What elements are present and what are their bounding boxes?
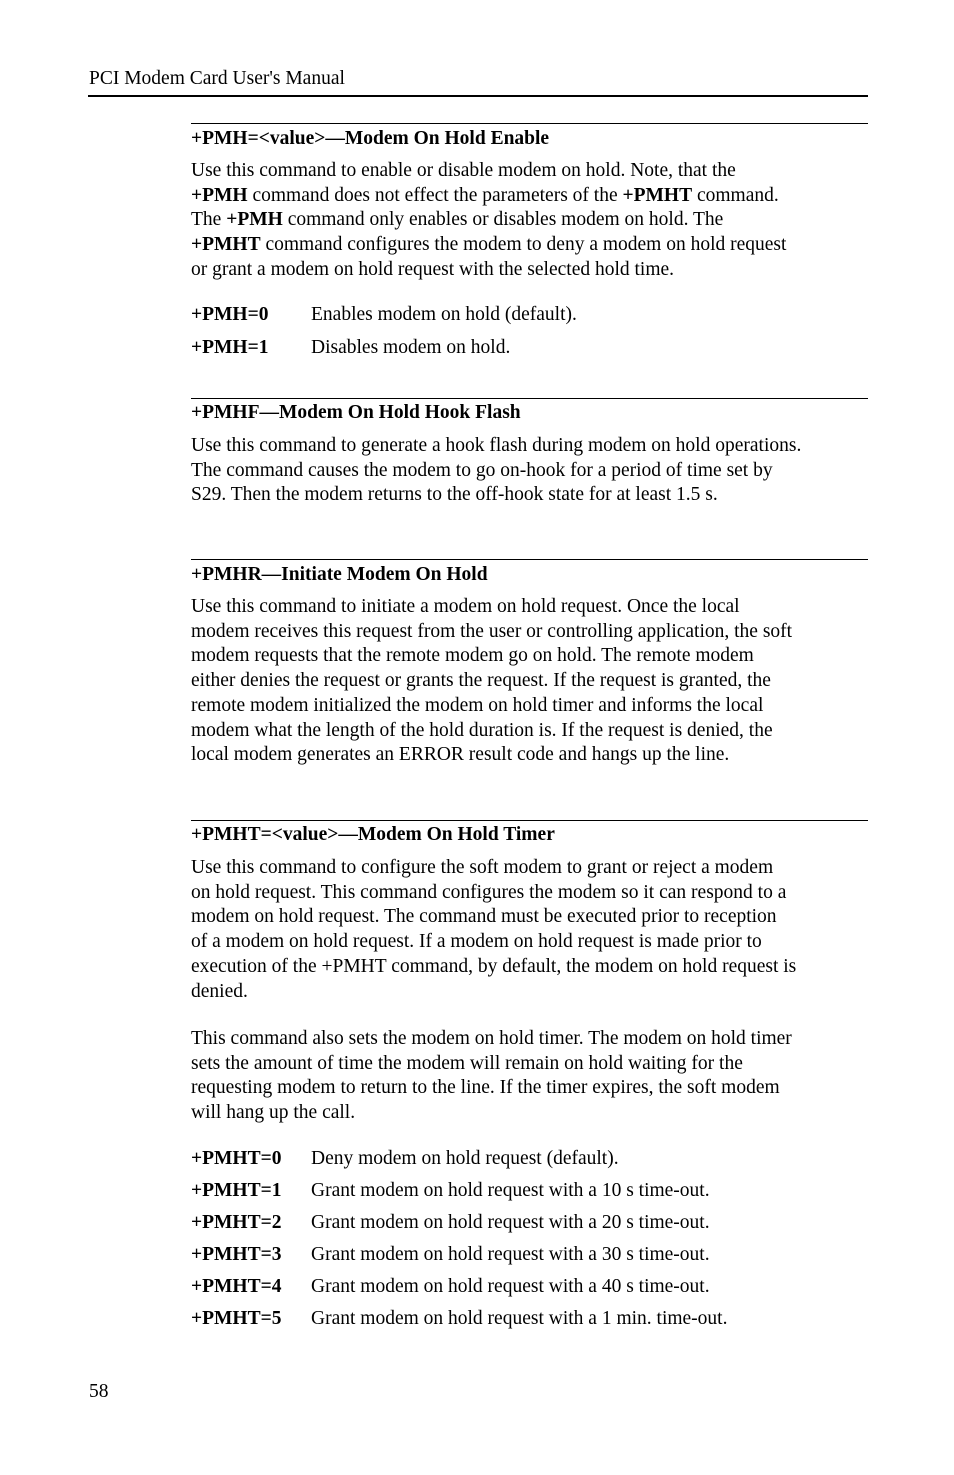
option-key: +PMHT=0: [191, 1148, 282, 1169]
body-line: Use this command to initiate a modem on hold request. Once the local: [191, 596, 740, 617]
body-line: modem receives this request from the user or controlling application, the soft: [191, 620, 793, 642]
section-title-pmht: +PMHT=<value>—Modem On Hold Timer: [191, 824, 555, 845]
body-line: requesting modem to return to the line. If the timer expires, the soft modem: [191, 1077, 780, 1099]
body-line: Use this command to generate a hook flash during modem on hold operations.: [191, 435, 802, 456]
body-line: on hold request. This command configures the modem so it can respond to a: [191, 881, 787, 903]
body-line: remote modem initialized the modem on hold timer and informs the local: [191, 694, 764, 716]
body-line: modem what the length of the hold duration is. If the request is denied, the: [191, 719, 773, 741]
page-number: 58: [89, 1381, 109, 1402]
section-body-pmhf: [191, 434, 873, 508]
section-rule: [191, 820, 868, 821]
option-key: +PMHT=1: [191, 1180, 282, 1201]
section-body-pmhr: [191, 595, 873, 768]
section-title-pmhf: +PMHF—Modem On Hold Hook Flash: [191, 402, 521, 423]
section-title-pmhr: +PMHR—Initiate Modem On Hold: [191, 564, 488, 585]
body-line: or grant a modem on hold request with the selected hold time.: [191, 258, 675, 280]
body-line: This command also sets the modem on hold timer. The modem on hold timer: [191, 1028, 792, 1049]
option-key: +PMHT=2: [191, 1212, 282, 1233]
body-line: either denies the request or grants the request. If the request is granted, the: [191, 670, 771, 692]
body-line: sets the amount of time the modem will remain on hold waiting for the: [191, 1052, 743, 1074]
body-line: execution of the +PMHT command, by default, the modem on hold request is: [191, 955, 797, 977]
option-key: +PMHT=4: [191, 1276, 282, 1297]
section-rule: [191, 123, 868, 124]
header-rule: [88, 95, 868, 97]
section-body-pmht-timer: [191, 1027, 873, 1126]
body-line: of a modem on hold request. If a modem on hold request is made prior to: [191, 931, 762, 953]
body-line: Use this command to enable or disable modem on hold. Note, that the: [191, 160, 736, 181]
section-title-pmh: +PMH=<value>—Modem On Hold Enable: [191, 128, 550, 149]
option-key: +PMHT=5: [191, 1308, 282, 1329]
body-line: modem requests that the remote modem go on hold. The remote modem: [191, 645, 754, 667]
body-line: +PMH command does not effect the parameters of the +PMHT command.: [191, 184, 779, 206]
running-header: PCI Modem Card User's Manual: [89, 68, 345, 89]
body-line: modem on hold request. The command must be executed prior to reception: [191, 906, 777, 928]
body-line: Use this command to configure the soft modem to grant or reject a modem: [191, 857, 774, 878]
body-line: denied.: [191, 980, 248, 1002]
option-desc: Grant modem on hold request with a 40 s time-out.: [311, 1276, 710, 1297]
option-desc: Deny modem on hold request (default).: [311, 1148, 619, 1169]
option-desc: Disables modem on hold.: [311, 337, 511, 358]
section-body-pmh: [191, 159, 873, 283]
option-key: +PMH=0: [191, 304, 269, 325]
option-key: +PMHT=3: [191, 1244, 282, 1265]
section-rule: [191, 559, 868, 560]
body-line: S29. Then the modem returns to the off-hook state for at least 1.5 s.: [191, 484, 718, 506]
body-line: +PMHT command configures the modem to deny a modem on hold request: [191, 234, 787, 256]
body-line: The command causes the modem to go on-hook for a period of time set by: [191, 459, 773, 481]
option-desc: Grant modem on hold request with a 1 min. time-out.: [311, 1308, 728, 1329]
section-body-pmht: [191, 856, 873, 1004]
body-line: The +PMH command only enables or disables modem on hold. The: [191, 209, 724, 231]
option-key: +PMH=1: [191, 337, 269, 358]
option-desc: Grant modem on hold request with a 30 s time-out.: [311, 1244, 710, 1265]
body-line: local modem generates an ERROR result code and hangs up the line.: [191, 744, 730, 766]
option-desc: Enables modem on hold (default).: [311, 304, 577, 325]
body-line: will hang up the call.: [191, 1102, 356, 1124]
section-rule: [191, 398, 868, 399]
option-desc: Grant modem on hold request with a 20 s time-out.: [311, 1212, 710, 1233]
option-desc: Grant modem on hold request with a 10 s time-out.: [311, 1180, 710, 1201]
